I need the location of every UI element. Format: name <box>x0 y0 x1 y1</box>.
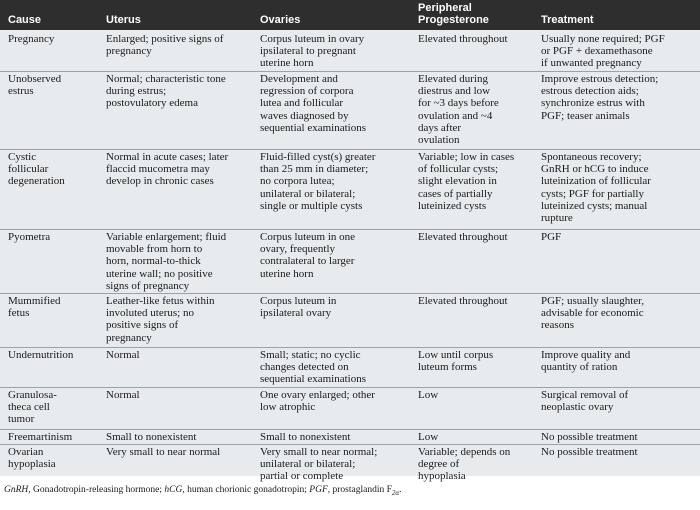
cell-cause: Mummified fetus <box>8 295 61 320</box>
cell-progesterone: Elevated throughout <box>418 33 508 45</box>
cell-progesterone: Elevated during diestrus and low for ~3 days before ovulation and ~4 days after ovulation <box>418 73 499 147</box>
cell-cause: Pyometra <box>8 231 51 243</box>
cell-treatment: PGF; usually slaughter, advisable for economic reasons <box>541 295 645 332</box>
cell-ovaries: Very small to near normal; unilateral or bilateral; partial or complete <box>260 446 378 483</box>
footnote-hcg-abbr: hCG <box>164 485 183 495</box>
row-divider <box>0 387 700 388</box>
cell-uterus: Enlarged; positive signs of pregnancy <box>106 33 224 58</box>
cell-cause: Unobserved estrus <box>8 73 62 98</box>
cell-treatment: Improve quality and quantity of ration <box>541 349 631 374</box>
cell-cause: Cystic follicular degeneration <box>8 151 65 188</box>
row-divider <box>0 444 700 445</box>
cell-ovaries: Corpus luteum in one ovary, frequently contralateral to larger uterine horn <box>260 231 356 280</box>
row-divider <box>0 71 700 72</box>
cell-cause: Ovarian hypoplasia <box>8 446 56 471</box>
cell-treatment: Improve estrous detection; estrous detection aids; synchronize estrus with PGF; teaser animals <box>541 73 659 122</box>
row-divider <box>0 229 700 230</box>
header-cause: Cause <box>8 14 42 26</box>
cell-uterus: Normal; characteristic tone during estrus; postovulatory edema <box>106 73 226 110</box>
footnote-hcg-text: , human chorionic gonadotropin; <box>182 485 310 495</box>
row-divider <box>0 149 700 150</box>
cell-treatment: No possible treatment <box>541 446 638 458</box>
header-uterus: Uterus <box>106 14 141 26</box>
cell-uterus: Normal in acute cases; later flaccid mucometra may develop in chronic cases <box>106 151 229 188</box>
footnote-pgf-text: , prostaglandin F <box>327 485 392 495</box>
cell-progesterone: Variable; depends on degree of hypoplasia <box>418 446 511 483</box>
cell-cause: Granulosa- theca cell tumor <box>8 389 57 426</box>
footnote-gnrh-text: , Gonadotropin-releasing hormone; <box>28 485 165 495</box>
cell-uterus: Leather-like fetus within involuted uterus; no positive signs of pregnancy <box>106 295 215 344</box>
cell-uterus: Small to nonexistent <box>106 431 197 443</box>
cell-uterus: Very small to near normal <box>106 446 221 458</box>
header-progesterone: Peripheral Progesterone <box>418 2 489 26</box>
cell-progesterone: Low until corpus luteum forms <box>418 349 494 374</box>
table-footnote <box>4 484 694 499</box>
row-divider <box>0 347 700 348</box>
row-divider <box>0 429 700 430</box>
cell-progesterone: Elevated throughout <box>418 231 508 243</box>
cell-ovaries: Corpus luteum in ipsilateral ovary <box>260 295 337 320</box>
cell-ovaries: Small; static; no cyclic changes detected on sequential examinations <box>260 349 366 386</box>
cell-ovaries: One ovary enlarged; other low atrophic <box>260 389 375 414</box>
cell-uterus: Normal <box>106 389 140 401</box>
cell-treatment: Spontaneous recovery; GnRH or hCG to induce luteinization of follicular cysts; PGF for partially luteinized cysts; manual rupture <box>541 151 651 225</box>
row-divider <box>0 293 700 294</box>
cell-progesterone: Low <box>418 431 439 443</box>
cell-treatment: Usually none required; PGF or PGF + dexamethasone if unwanted pregnancy <box>541 33 665 70</box>
cell-progesterone: Variable; low in cases of follicular cysts; slight elevation in cases of partially luteinized cysts <box>418 151 515 212</box>
cell-ovaries: Corpus luteum in ovary ipsilateral to pregnant uterine horn <box>260 33 365 70</box>
footnote-pgf-subscript: 2α <box>391 488 400 497</box>
cell-progesterone: Elevated throughout <box>418 295 508 307</box>
cell-ovaries: Development and regression of corpora lutea and follicular waves diagnosed by sequential examinations <box>260 73 366 134</box>
cell-ovaries: Fluid-filled cyst(s) greater than 25 mm in diameter; no corpora lutea; unilateral or bilateral; single or multiple cysts <box>260 151 376 212</box>
header-treatment: Treatment <box>541 14 594 26</box>
cell-treatment: Surgical removal of neoplastic ovary <box>541 389 629 414</box>
cell-cause: Pregnancy <box>8 33 55 45</box>
cell-uterus: Normal <box>106 349 140 361</box>
footnote-gnrh-abbr: GnRH <box>4 485 29 495</box>
cell-progesterone: Low <box>418 389 439 401</box>
footnote-pgf-abbr: PGF <box>309 485 328 495</box>
cell-treatment: PGF <box>541 231 562 243</box>
cell-cause: Undernutrition <box>8 349 74 361</box>
cell-ovaries: Small to nonexistent <box>260 431 351 443</box>
cell-uterus: Variable enlargement; fluid movable from horn to horn, normal-to-thick uterine wall; no positive signs of pregnancy <box>106 231 227 292</box>
cell-cause: Freemartinism <box>8 431 73 443</box>
footnote-end: . <box>399 485 402 495</box>
header-ovaries: Ovaries <box>260 14 301 26</box>
table-header <box>0 0 700 30</box>
cell-treatment: No possible treatment <box>541 431 638 443</box>
